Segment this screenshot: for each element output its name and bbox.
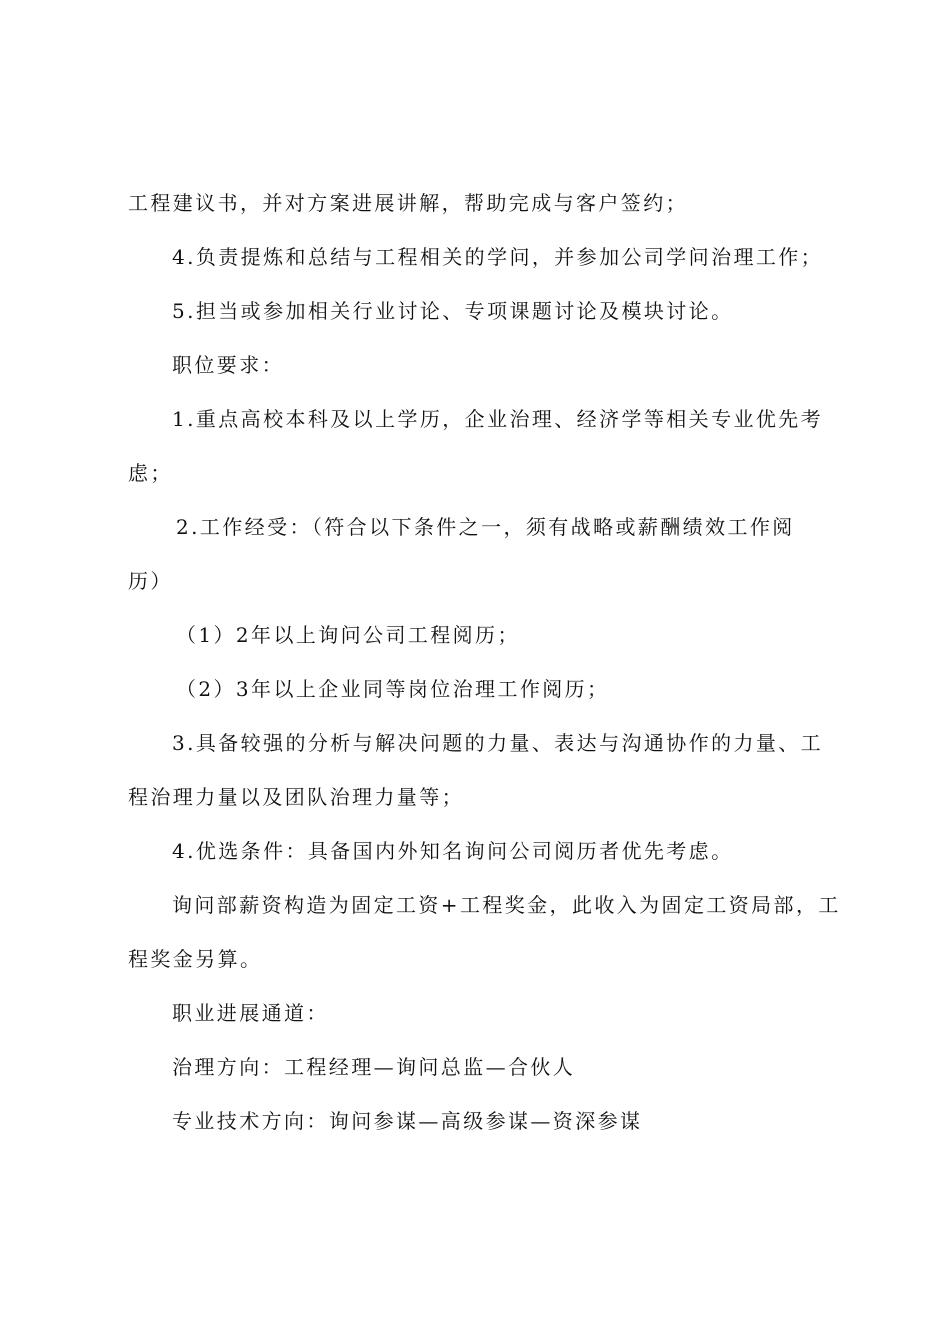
- paragraph-line: 程奖金另算。: [128, 947, 263, 971]
- paragraph-line: 专业技术方向：询问参谋—高级参谋—资深参谋: [172, 1109, 643, 1133]
- paragraph-line: 程治理力量以及团队治理力量等；: [128, 785, 464, 809]
- paragraph-line: （2）3年以上企业同等岗位治理工作阅历；: [176, 677, 610, 701]
- paragraph-line: 治理方向：工程经理—询问总监—合伙人: [172, 1055, 576, 1079]
- paragraph-line: 4.优选条件：具备国内外知名询问公司阅历者优先考虑。: [172, 839, 734, 863]
- document-body: [128, 183, 841, 1155]
- paragraph-line: 4.负责提炼和总结与工程相关的学问，并参加公司学问治理工作；: [172, 245, 824, 269]
- section-heading: 职位要求：: [172, 353, 284, 377]
- paragraph-line: 2.工作经受：（符合以下条件之一，须有战略或薪酬绩效工作阅: [176, 515, 795, 539]
- section-heading: 职业进展通道：: [172, 1001, 329, 1025]
- paragraph-line: 历）: [128, 569, 173, 593]
- paragraph-line: 询问部薪资构造为固定工资+工程奖金，此收入为固定工资局部，工: [172, 893, 841, 917]
- paragraph-line: （1）2年以上询问公司工程阅历；: [176, 623, 520, 647]
- paragraph-line: 工程建议书，并对方案进展讲解，帮助完成与客户签约；: [128, 191, 688, 215]
- paragraph-line: 1.重点高校本科及以上学历，企业治理、经济学等相关专业优先考: [172, 407, 824, 431]
- paragraph-line: 5.担当或参加相关行业讨论、专项课题讨论及模块讨论。: [172, 299, 734, 323]
- paragraph-line: 3.具备较强的分析与解决问题的力量、表达与沟通协作的力量、工: [172, 731, 824, 755]
- paragraph-line: 虑；: [128, 461, 173, 485]
